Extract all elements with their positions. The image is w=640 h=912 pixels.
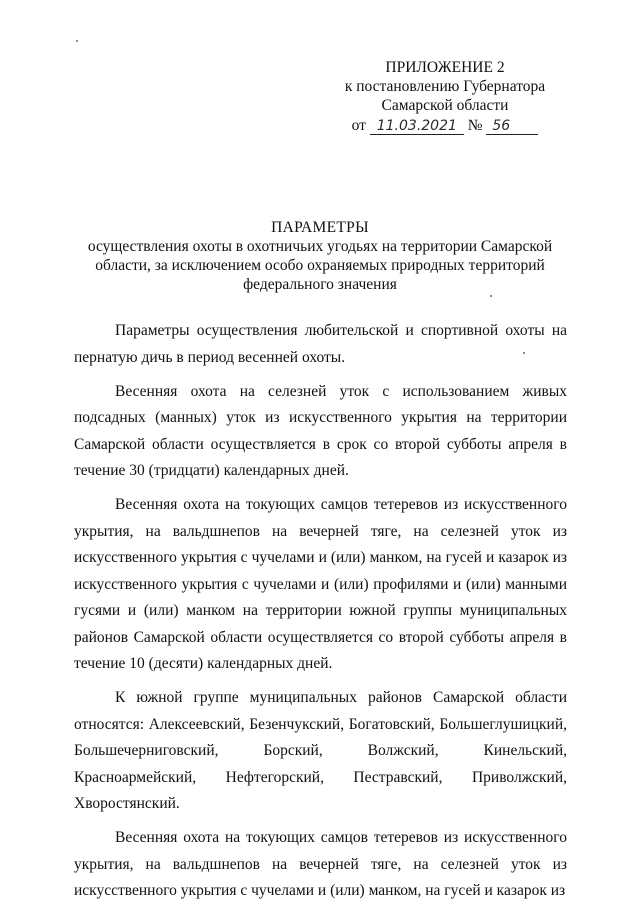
title-subtitle-line: осуществления охоты в охотничьих угодьях на территории Самарской [87, 238, 553, 255]
title-subtitle-line: федерального значения [243, 276, 397, 293]
body-paragraph: Весенняя охота на токующих самцов тетеревов из искусственного укрытия, на вальдшнепов на вечерней тяге, на селезней уток из искусственного укрытия с чучелами и (или) манком, на гусей и казарок из [74, 829, 567, 899]
scan-speck [523, 352, 525, 354]
handwritten-date: 11.03.2021 [370, 118, 464, 135]
scan-speck [76, 40, 78, 42]
title-subtitle-line: области, за исключением особо охраняемых природных территорий [95, 257, 545, 274]
appendix-block [300, 58, 590, 135]
body-paragraph: Параметры осуществления любительской и спортивной охоты на пернатую дичь в период весенней охоты. [74, 322, 567, 366]
title-heading: ПАРАМЕТРЫ [271, 219, 369, 236]
body-paragraph: К южной группе муниципальных районов Самарской области относятся: Алексеевский, Безенчукский, Богатовский, Большеглушицкий, Большечерниговский, Борский, Волжский, Кинельский, Красноармейский, Нефтегорский, Пестравский, Приволжский, Хворостянский. [74, 689, 567, 812]
resolution-line: к постановлению Губернатора [344, 78, 546, 95]
number-prefix: № [467, 117, 483, 134]
date-prefix: от [351, 117, 366, 134]
appendix-label: ПРИЛОЖЕНИЕ 2 [385, 59, 505, 76]
region-line: Самарской области [381, 97, 509, 114]
body-paragraph: Весенняя охота на селезней уток с использованием живых подсадных (манных) уток из искусственного укрытия на территории Самарской области осуществляется в срок со второй субботы апреля в течение 30 (тридцати) календарных дней. [74, 382, 567, 479]
document-body [74, 318, 567, 912]
handwritten-number: 56 [486, 118, 538, 135]
date-number-line [300, 116, 590, 135]
body-paragraph: Весенняя охота на токующих самцов тетеревов из искусственного укрытия, на вальдшнепов на вечерней тяге, на селезней уток из искусственного укрытия с чучелами и (или) манком, на гусей и казарок из искусственного укрытия с чучелами и (или) профилями и (или) манными гусями и (или) манком на территории южной группы муниципальных районов Самарской области осуществляется со второй субботы апреля в течение 10 (десяти) календарных дней. [74, 496, 567, 672]
document-title [60, 218, 580, 294]
scan-speck [490, 295, 492, 297]
